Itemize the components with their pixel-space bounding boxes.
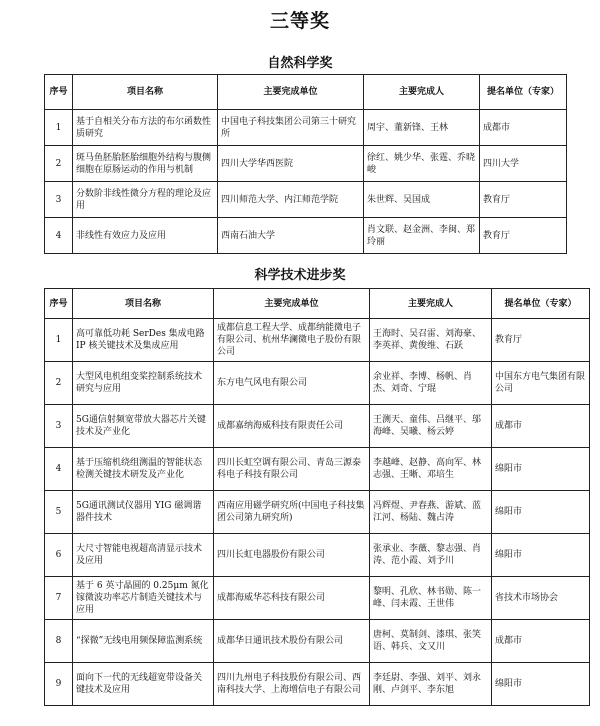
column-header: 提名单位（专家） xyxy=(480,75,567,110)
table-cell: 大型风电机组变桨控制系统技术研究与应用 xyxy=(73,362,214,405)
table-cell: 绵阳市 xyxy=(492,448,590,491)
table-cell: 王测天、童伟、吕继平、邬海峰、吴曦、杨云婷 xyxy=(370,405,492,448)
table-cell: 斑马鱼胚胎胚胎细胞外结构与腹侧细胞在原肠运动的作用与机制 xyxy=(73,146,218,182)
table-cell: 基于自相关分布方法的布尔函数性质研究 xyxy=(73,110,218,146)
table-cell: 肖文联、赵金洲、李闽、郑玲丽 xyxy=(364,218,480,254)
table-cell: 3 xyxy=(45,182,73,218)
table-cell: 非线性有效应力及应用 xyxy=(73,218,218,254)
sci-tech-progress-table xyxy=(44,288,590,706)
table-cell: 中国东方电气集团有限公司 xyxy=(492,362,590,405)
table-cell: 成都海威华芯科技有限公司 xyxy=(214,577,370,620)
table-row xyxy=(45,146,567,182)
table-row xyxy=(45,620,590,663)
section-heading-natural-science: 自然科学奖 xyxy=(267,56,333,71)
column-header: 提名单位（专家） xyxy=(492,289,590,319)
table-cell: 成都市 xyxy=(492,620,590,663)
table-cell: 黎明、孔欣、林书勋、陈一峰、闫未霞、王世伟 xyxy=(370,577,492,620)
table-cell: 面向下一代的无线超宽带设备关键技术及应用 xyxy=(73,663,214,706)
table-cell: 教育厅 xyxy=(480,218,567,254)
section-heading-sci-tech-progress: 科学技术进步奖 xyxy=(254,268,346,283)
table-cell: 6 xyxy=(45,534,73,577)
table-cell: 西南石油大学 xyxy=(218,218,364,254)
table-cell: 4 xyxy=(45,218,73,254)
header-row xyxy=(45,289,590,319)
table-row xyxy=(45,663,590,706)
table-cell: 2 xyxy=(45,362,73,405)
table-cell: 9 xyxy=(45,663,73,706)
table-row xyxy=(45,491,590,534)
column-header: 主要完成单位 xyxy=(214,289,370,319)
table-cell: 5 xyxy=(45,491,73,534)
table-cell: 成都华日通讯技术股份有限公司 xyxy=(214,620,370,663)
table-cell: 8 xyxy=(45,620,73,663)
page-title: 三等奖 xyxy=(269,10,330,32)
column-header: 项目名称 xyxy=(73,75,218,110)
table-cell: 余业祥、李博、杨帆、肖杰、刘奇、宁琨 xyxy=(370,362,492,405)
column-header: 主要完成单位 xyxy=(218,75,364,110)
header-row xyxy=(45,75,567,110)
table-cell: 东方电气风电有限公司 xyxy=(214,362,370,405)
table-cell: 3 xyxy=(45,405,73,448)
table-cell: 基于 6 英寸晶圆的 0.25μm 氮化镓微波功率芯片制造关键技术与应用 xyxy=(73,577,214,620)
table-cell: 李越峰、赵静、高向军、林志强、王晰、邓培生 xyxy=(370,448,492,491)
table-cell: 李廷尉、李强、刘平、刘永刚、卢剑平、李东旭 xyxy=(370,663,492,706)
table-cell: 4 xyxy=(45,448,73,491)
column-header: 序号 xyxy=(45,289,73,319)
table-row xyxy=(45,319,590,362)
table-cell: 四川长虹电器股份有限公司 xyxy=(214,534,370,577)
table-cell: 中国电子科技集团公司第三十研究所 xyxy=(218,110,364,146)
table-row xyxy=(45,218,567,254)
table-cell: 大尺寸智能电视超高清显示技术及应用 xyxy=(73,534,214,577)
table-row xyxy=(45,577,590,620)
table-cell: 高可靠低功耗 SerDes 集成电路 IP 核关键技术及集成应用 xyxy=(73,319,214,362)
table-cell: 徐红、姚少华、张霆、乔晓峻 xyxy=(364,146,480,182)
table-cell: 王海时、吴召雷、刘海豪、李英祥、黄俊维、石跃 xyxy=(370,319,492,362)
table-cell: 2 xyxy=(45,146,73,182)
table-cell: 绵阳市 xyxy=(492,534,590,577)
table-row xyxy=(45,362,590,405)
table-cell: 基于压缩机绕组测温的智能状态检测关键技术研发及产业化 xyxy=(73,448,214,491)
column-header: 序号 xyxy=(45,75,73,110)
table-cell: 5G通信射频宽带放大器芯片关键技术及产业化 xyxy=(73,405,214,448)
table-cell: 冯辉煜、尹春燕、游斌、蓝江河、杨陆、魏占涛 xyxy=(370,491,492,534)
natural-science-table xyxy=(44,74,567,254)
table-row xyxy=(45,448,590,491)
table-row xyxy=(45,405,590,448)
table-cell: 1 xyxy=(45,319,73,362)
table-row xyxy=(45,534,590,577)
table-cell: 7 xyxy=(45,577,73,620)
table-cell: 5G通讯测试仪器用 YIG 磁调谐器件技术 xyxy=(73,491,214,534)
table-cell: 成都信息工程大学、成都纳能微电子有限公司、杭州华澜微电子股份有限公司 xyxy=(214,319,370,362)
column-header: 主要完成人 xyxy=(364,75,480,110)
table-cell: 四川大学 xyxy=(480,146,567,182)
table-cell: 分数阶非线性微分方程的理论及应用 xyxy=(73,182,218,218)
table-cell: 省技术市场协会 xyxy=(492,577,590,620)
table-cell: 教育厅 xyxy=(480,182,567,218)
table-cell: 西南应用磁学研究所(中国电子科技集团公司第九研究所) xyxy=(214,491,370,534)
table-cell: 绵阳市 xyxy=(492,491,590,534)
table-cell: 四川师范大学、内江师范学院 xyxy=(218,182,364,218)
column-header: 项目名称 xyxy=(73,289,214,319)
table-cell: 四川长虹空调有限公司、青岛三源泰科电子科技有限公司 xyxy=(214,448,370,491)
table-cell: 四川九州电子科技股份有限公司、西南科技大学、上海增信电子有限公司 xyxy=(214,663,370,706)
table-cell: 唐柯、莫制剑、漆琪、张笑语、韩兵、文又川 xyxy=(370,620,492,663)
table-cell: 1 xyxy=(45,110,73,146)
table-cell: 成都嘉纳海威科技有限责任公司 xyxy=(214,405,370,448)
table-cell: 绵阳市 xyxy=(492,663,590,706)
table-cell: 教育厅 xyxy=(492,319,590,362)
table-cell: 成都市 xyxy=(480,110,567,146)
table-cell: 朱世辉、吴国成 xyxy=(364,182,480,218)
table-cell: 成都市 xyxy=(492,405,590,448)
table-row xyxy=(45,182,567,218)
table-cell: 张承业、李薇、黎志强、肖涛、范小霞、刘予川 xyxy=(370,534,492,577)
table-cell: 四川大学华西医院 xyxy=(218,146,364,182)
table-cell: “探微”无线电用频保障监测系统 xyxy=(73,620,214,663)
column-header: 主要完成人 xyxy=(370,289,492,319)
table-cell: 周宇、董新锋、王林 xyxy=(364,110,480,146)
table-row xyxy=(45,110,567,146)
